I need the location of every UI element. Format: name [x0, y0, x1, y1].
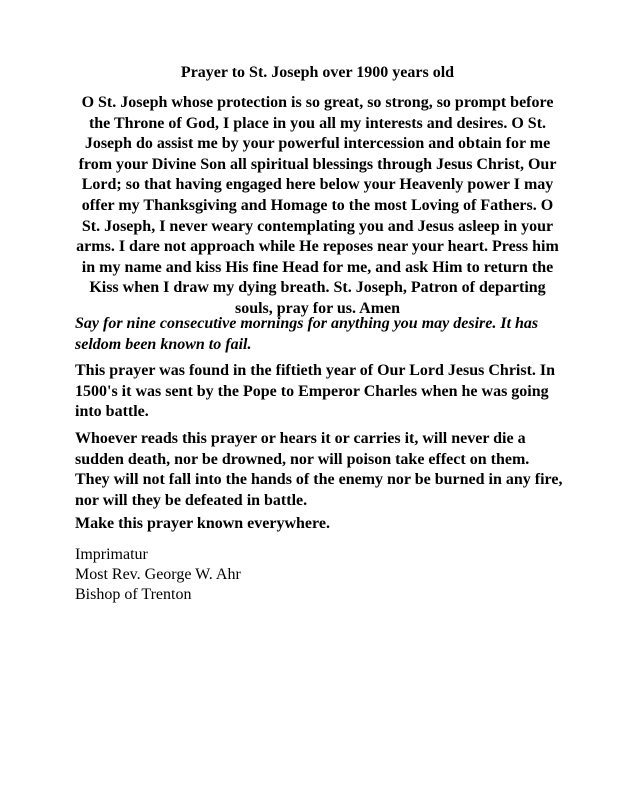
instruction-text: Say for nine consecutive mornings for anything you may desire. It has seldom been known to fail.: [75, 315, 539, 353]
imprimatur-label: Imprimatur: [75, 546, 148, 563]
document-title: Prayer to St. Joseph over 1900 years old: [180, 64, 455, 81]
prayer-text: O St. Joseph whose protection is so great, so strong, so prompt before the Throne of God, I place in you all my interests and desires. O St. Joseph do assist me by your powerful intercession and obtain for me from your Divine Son all spiritual blessings through Jesus Christ, Our Lord; so that having engaged here below your Heavenly power I may offer my Thanksgiving and Homage to the most Loving of Fathers. O St. Joseph, I never weary contemplating you and Jesus asleep in your arms. I dare not approach while He reposes near your heart. Press him in my name and kiss His fine Head for me, and ask Him to return the Kiss when I draw my dying breath. St. Joseph, Patron of departing souls, pray for us. Amen: [76, 94, 559, 317]
promise-text: Whoever reads this prayer or hears it or carries it, will never die a sudden death, nor be drowned, nor will poison take effect on them. They will not fall into the hands of the enemy nor be burned in any fire, nor will they be defeated in battle.: [75, 430, 563, 509]
imprimatur-office: Bishop of Trenton: [75, 586, 192, 603]
call-to-action-text: Make this prayer known everywhere.: [75, 515, 330, 532]
history-text: This prayer was found in the fiftieth year of Our Lord Jesus Christ. In 1500's it was sent by the Pope to Emperor Charles when he was going into battle.: [75, 362, 556, 420]
imprimatur-block: [75, 545, 565, 605]
imprimatur-name: Most Rev. George W. Ahr: [75, 566, 241, 583]
